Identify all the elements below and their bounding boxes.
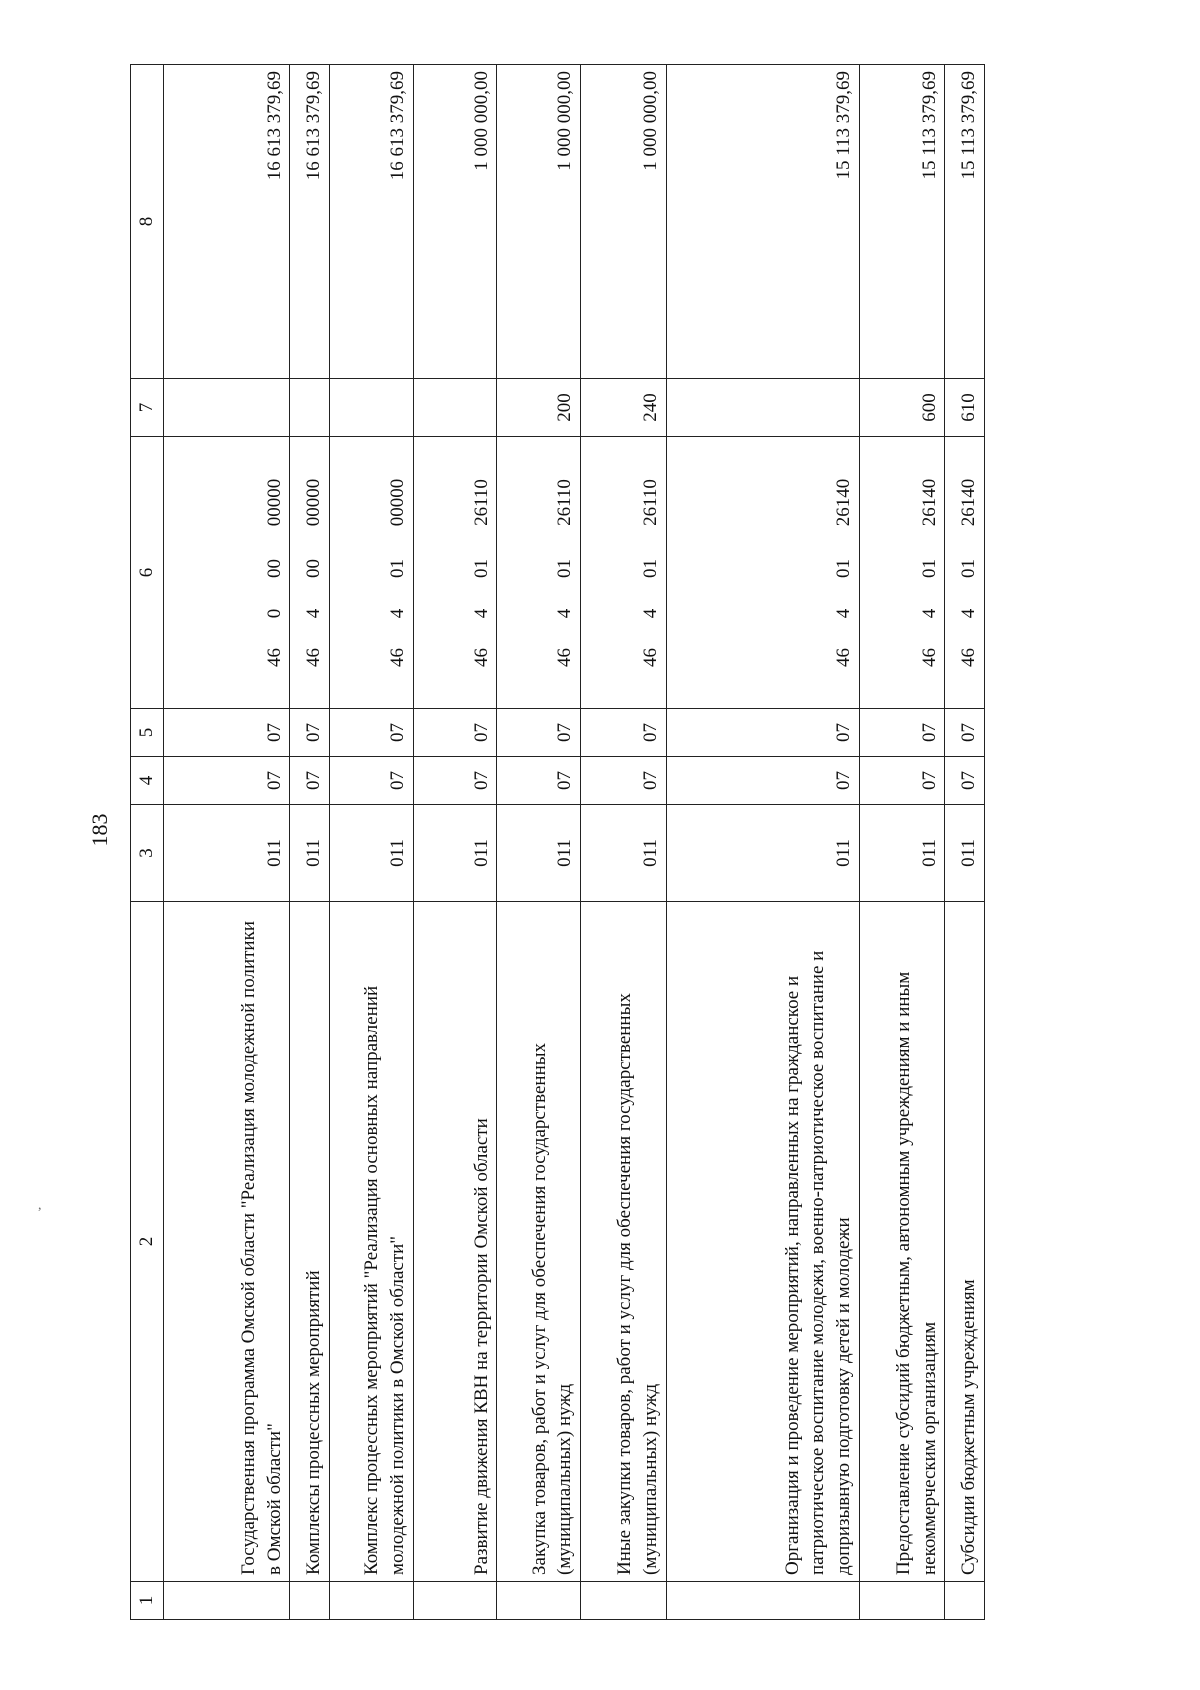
subsection-code-cell: 07 — [666, 709, 859, 757]
target-article-part: 00 — [303, 559, 325, 578]
target-article-part: 46 — [263, 648, 285, 667]
target-article-part: 0 — [263, 608, 285, 619]
column-header: 2 — [131, 902, 164, 1582]
target-article-part: 46 — [470, 648, 492, 667]
target-article-part: 46 — [918, 648, 940, 667]
budget-table-rotated — [130, 65, 985, 1620]
column-header: 8 — [131, 65, 164, 379]
subsection-code-cell: 07 — [580, 709, 666, 757]
table-row — [666, 65, 859, 1620]
table-row — [330, 65, 414, 1620]
subsection-code-cell: 07 — [164, 709, 290, 757]
section-code-cell: 07 — [497, 757, 581, 805]
target-article-cell — [290, 437, 330, 709]
column-header: 5 — [131, 709, 164, 757]
row-number-cell — [290, 1582, 330, 1620]
description-cell: Организация и проведение мероприятий, направленных на гражданское и патриотическое воспитание молодежи, военно-патриотическое воспитание и допризывную подготовку детей и молодежи — [666, 902, 859, 1582]
ministry-code-cell: 011 — [945, 805, 985, 902]
target-article-part: 46 — [958, 648, 980, 667]
scan-mark: , — [38, 1198, 42, 1213]
column-header: 6 — [131, 437, 164, 709]
target-article-part: 4 — [640, 608, 661, 619]
ministry-code-cell: 011 — [666, 805, 859, 902]
subsection-code-cell: 07 — [330, 709, 414, 757]
section-code-cell: 07 — [666, 757, 859, 805]
amount-cell: 15 113 379,69 — [666, 65, 859, 379]
ministry-code-cell: 011 — [413, 805, 497, 902]
amount-cell: 1 000 000,00 — [580, 65, 666, 379]
table-row — [859, 65, 945, 1620]
target-article-cell — [330, 437, 414, 709]
expense-type-cell — [330, 379, 414, 437]
target-article-part: 00000 — [303, 478, 325, 527]
section-code-cell: 07 — [330, 757, 414, 805]
expense-type-cell — [164, 379, 290, 437]
target-article-part: 01 — [554, 559, 576, 578]
table-row — [164, 65, 290, 1620]
expense-type-cell — [666, 379, 859, 437]
amount-cell: 16 613 379,69 — [164, 65, 290, 379]
target-article-cell — [164, 437, 290, 709]
row-number-cell — [497, 1582, 581, 1620]
row-number-cell — [330, 1582, 414, 1620]
ministry-code-cell: 011 — [580, 805, 666, 902]
amount-cell: 16 613 379,69 — [290, 65, 330, 379]
target-article-part: 26110 — [640, 479, 661, 526]
target-article-part: 00000 — [387, 478, 409, 527]
target-article-part: 01 — [640, 559, 661, 578]
page-number: 183 — [87, 813, 112, 847]
description-cell: Развитие движения КВН на территории Омской области — [413, 902, 497, 1582]
target-article-part: 4 — [832, 608, 854, 619]
target-article-cell — [497, 437, 581, 709]
target-article-cell — [859, 437, 945, 709]
row-number-cell — [859, 1582, 945, 1620]
target-article-part: 46 — [303, 648, 325, 667]
description-cell: Предоставление субсидий бюджетным, автономным учреждениям и иным некоммерческим организациям — [859, 902, 945, 1582]
description-cell: Государственная программа Омской области "Реализация молодежной политики в Омской области" — [164, 902, 290, 1582]
ministry-code-cell: 011 — [497, 805, 581, 902]
column-header: 3 — [131, 805, 164, 902]
amount-cell: 16 613 379,69 — [330, 65, 414, 379]
target-article-part: 26140 — [958, 478, 980, 527]
target-article-part: 4 — [303, 608, 325, 619]
target-article-part: 01 — [387, 559, 409, 578]
target-article-part: 01 — [958, 559, 980, 578]
target-article-part: 46 — [832, 648, 854, 667]
amount-cell: 1 000 000,00 — [413, 65, 497, 379]
row-number-cell — [164, 1582, 290, 1620]
ministry-code-cell: 011 — [164, 805, 290, 902]
table-row — [580, 65, 666, 1620]
expense-type-cell: 200 — [497, 379, 581, 437]
row-number-cell — [666, 1582, 859, 1620]
target-article-part: 26110 — [470, 479, 492, 526]
target-article-cell — [580, 437, 666, 709]
row-number-cell — [413, 1582, 497, 1620]
subsection-code-cell: 07 — [859, 709, 945, 757]
target-article-cell — [945, 437, 985, 709]
ministry-code-cell: 011 — [290, 805, 330, 902]
target-article-part: 46 — [640, 648, 661, 667]
description-cell: Иные закупки товаров, работ и услуг для обеспечения государственных (муниципальных) нужд — [580, 902, 666, 1582]
subsection-code-cell: 07 — [945, 709, 985, 757]
description-cell: Субсидии бюджетным учреждениям — [945, 902, 985, 1582]
amount-cell: 15 113 379,69 — [945, 65, 985, 379]
target-article-part: 46 — [387, 648, 409, 667]
row-number-cell — [580, 1582, 666, 1620]
target-article-part: 26110 — [554, 479, 576, 526]
expense-type-cell — [290, 379, 330, 437]
expense-type-cell: 240 — [580, 379, 666, 437]
target-article-cell — [666, 437, 859, 709]
ministry-code-cell: 011 — [330, 805, 414, 902]
section-code-cell: 07 — [164, 757, 290, 805]
target-article-part: 4 — [387, 608, 409, 619]
description-cell: Комплекс процессных мероприятий "Реализация основных направлений молодежной политики в Омской области" — [330, 902, 414, 1582]
subsection-code-cell: 07 — [290, 709, 330, 757]
description-cell: Комплексы процессных мероприятий — [290, 902, 330, 1582]
table-row — [945, 65, 985, 1620]
target-article-part: 01 — [832, 559, 854, 578]
section-code-cell: 07 — [290, 757, 330, 805]
expense-type-cell: 600 — [859, 379, 945, 437]
target-article-part: 00000 — [263, 478, 285, 527]
column-header: 7 — [131, 379, 164, 437]
expense-type-cell — [413, 379, 497, 437]
target-article-part: 26140 — [832, 478, 854, 527]
target-article-part: 4 — [918, 608, 940, 619]
section-code-cell: 07 — [945, 757, 985, 805]
subsection-code-cell: 07 — [497, 709, 581, 757]
target-article-part: 26140 — [918, 478, 940, 527]
target-article-part: 00 — [263, 559, 285, 578]
section-code-cell: 07 — [859, 757, 945, 805]
subsection-code-cell: 07 — [413, 709, 497, 757]
column-header: 1 — [131, 1582, 164, 1620]
amount-cell: 1 000 000,00 — [497, 65, 581, 379]
ministry-code-cell: 011 — [859, 805, 945, 902]
row-number-cell — [945, 1582, 985, 1620]
target-article-part: 4 — [554, 608, 576, 619]
target-article-part: 4 — [470, 608, 492, 619]
target-article-part: 01 — [470, 559, 492, 578]
target-article-part: 46 — [554, 648, 576, 667]
column-header: 4 — [131, 757, 164, 805]
section-code-cell: 07 — [413, 757, 497, 805]
table-row — [290, 65, 330, 1620]
section-code-cell: 07 — [580, 757, 666, 805]
description-cell: Закупка товаров, работ и услуг для обеспечения государственных (муниципальных) нужд — [497, 902, 581, 1582]
target-article-part: 4 — [958, 608, 980, 619]
target-article-cell — [413, 437, 497, 709]
table-row — [497, 65, 581, 1620]
budget-table — [130, 64, 985, 1620]
expense-type-cell: 610 — [945, 379, 985, 437]
table-row — [413, 65, 497, 1620]
target-article-part: 01 — [918, 559, 940, 578]
table-header-row — [131, 65, 164, 1620]
amount-cell: 15 113 379,69 — [859, 65, 945, 379]
